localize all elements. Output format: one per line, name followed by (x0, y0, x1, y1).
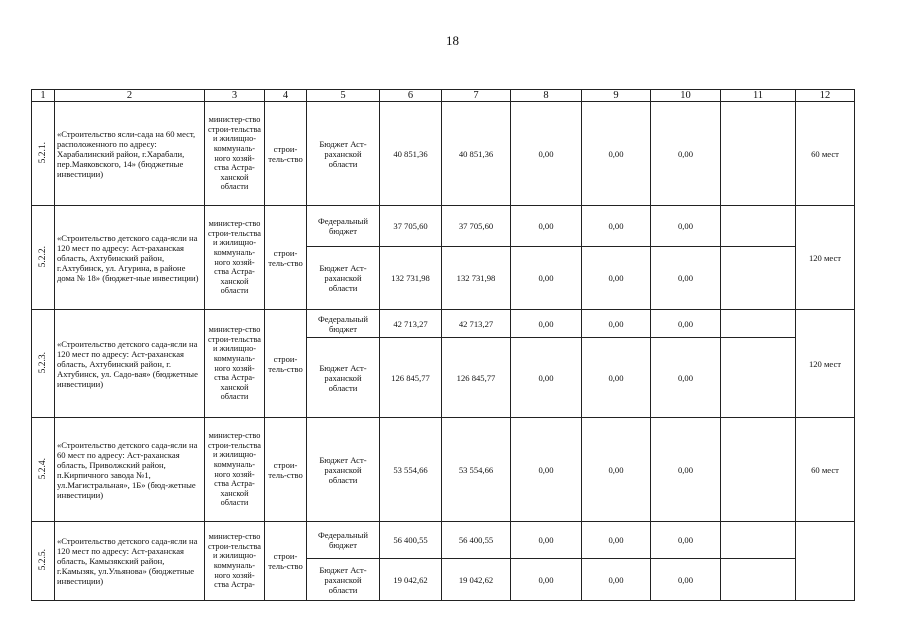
value-col8: 0,00 (511, 338, 582, 418)
value-col9: 0,00 (582, 247, 651, 310)
work-type: строи-тель-ство (265, 418, 307, 522)
value-col11 (721, 247, 796, 310)
table-row (32, 418, 855, 522)
funding-source: Федеральный бюджет (307, 206, 380, 247)
funding-source: Бюджет Аст-раханской области (307, 418, 380, 522)
value-col7: 53 554,66 (442, 418, 511, 522)
value-col8: 0,00 (511, 102, 582, 206)
capacity: 60 мест (796, 418, 855, 522)
value-col7: 42 713,27 (442, 310, 511, 338)
value-col11 (721, 559, 796, 601)
value-col6: 56 400,55 (380, 522, 442, 559)
value-col10: 0,00 (651, 338, 721, 418)
row-code: 5.2.3. (32, 310, 55, 418)
header-cell: 5 (307, 90, 380, 102)
object-name: «Строительство детского сада-ясли на 120 мест по адресу: Аст-раханская область, Ахтубинский район, г.Ахтубинск, ул. Агурина, в районе дома № 18» (бюджет-ные инвестиции) (55, 206, 205, 310)
value-col9: 0,00 (582, 418, 651, 522)
executor: министер-ство строи-тельства и жилищно-коммуналь-ного хозяй-ства Астра-ханской области (205, 102, 265, 206)
value-col10: 0,00 (651, 206, 721, 247)
row-code: 5.2.5. (32, 522, 55, 601)
value-col11 (721, 338, 796, 418)
value-col7: 40 851,36 (442, 102, 511, 206)
value-col6: 19 042,62 (380, 559, 442, 601)
funding-source: Федеральный бюджет (307, 522, 380, 559)
row-code: 5.2.1. (32, 102, 55, 206)
header-cell: 1 (32, 90, 55, 102)
capacity (796, 522, 855, 601)
executor: министер-ство строи-тельства и жилищно-коммуналь-ного хозяй-ства Астра- (205, 522, 265, 601)
header-row (32, 90, 855, 102)
executor: министер-ство строи-тельства и жилищно-коммуналь-ного хозяй-ства Астра-ханской области (205, 310, 265, 418)
value-col9: 0,00 (582, 559, 651, 601)
value-col6: 40 851,36 (380, 102, 442, 206)
value-col10: 0,00 (651, 522, 721, 559)
value-col10: 0,00 (651, 310, 721, 338)
funding-source: Бюджет Аст-раханской области (307, 338, 380, 418)
object-name: «Строительство детского сада-ясли на 120 мест по адресу: Аст-раханская область, Ахтубинский район, г. Ахтубинск, ул. Садо-вая» (бюджетные инвестиции) (55, 310, 205, 418)
value-col11 (721, 418, 796, 522)
value-col8: 0,00 (511, 522, 582, 559)
value-col11 (721, 102, 796, 206)
value-col8: 0,00 (511, 247, 582, 310)
value-col8: 0,00 (511, 559, 582, 601)
capacity: 120 мест (796, 310, 855, 418)
value-col7: 37 705,60 (442, 206, 511, 247)
header-cell: 2 (55, 90, 205, 102)
value-col6: 42 713,27 (380, 310, 442, 338)
value-col10: 0,00 (651, 247, 721, 310)
capacity: 120 мест (796, 206, 855, 310)
page-number: 18 (446, 33, 459, 48)
executor: министер-ство строи-тельства и жилищно-коммуналь-ного хозяй-ства Астра-ханской области (205, 206, 265, 310)
value-col7: 56 400,55 (442, 522, 511, 559)
value-col11 (721, 310, 796, 338)
value-col9: 0,00 (582, 102, 651, 206)
value-col6: 132 731,98 (380, 247, 442, 310)
value-col9: 0,00 (582, 338, 651, 418)
value-col11 (721, 522, 796, 559)
work-type: строи-тель-ство (265, 102, 307, 206)
header-cell: 3 (205, 90, 265, 102)
value-col9: 0,00 (582, 310, 651, 338)
header-cell: 10 (651, 90, 721, 102)
table-row (32, 102, 855, 206)
value-col8: 0,00 (511, 418, 582, 522)
value-col8: 0,00 (511, 206, 582, 247)
funding-source: Бюджет Аст-раханской области (307, 102, 380, 206)
header-cell: 8 (511, 90, 582, 102)
value-col8: 0,00 (511, 310, 582, 338)
header-cell: 12 (796, 90, 855, 102)
work-type: строи-тель-ство (265, 206, 307, 310)
table-row (32, 522, 855, 559)
value-col6: 126 845,77 (380, 338, 442, 418)
value-col6: 53 554,66 (380, 418, 442, 522)
funding-source: Бюджет Аст-раханской области (307, 247, 380, 310)
header-cell: 7 (442, 90, 511, 102)
program-table (31, 89, 855, 601)
work-type: строи-тель-ство (265, 522, 307, 601)
value-col7: 126 845,77 (442, 338, 511, 418)
value-col9: 0,00 (582, 206, 651, 247)
table-row (32, 206, 855, 247)
value-col11 (721, 206, 796, 247)
executor: министер-ство строи-тельства и жилищно-коммуналь-ного хозяй-ства Астра-ханской области (205, 418, 265, 522)
header-cell: 6 (380, 90, 442, 102)
value-col7: 132 731,98 (442, 247, 511, 310)
header-cell: 11 (721, 90, 796, 102)
value-col10: 0,00 (651, 102, 721, 206)
object-name: «Строительство ясли-сада на 60 мест, расположенного по адресу: Харабалинский район, г.Харабали, пер.Маяковского, 14» (бюджетные инвестиции) (55, 102, 205, 206)
value-col6: 37 705,60 (380, 206, 442, 247)
table-row (32, 310, 855, 338)
object-name: «Строительство детского сада-ясли на 120 мест по адресу: Аст-раханская область, Камызякский район, г.Камызяк, ул.Ульянова» (бюджетные инвестиции) (55, 522, 205, 601)
capacity: 60 мест (796, 102, 855, 206)
funding-source: Федеральный бюджет (307, 310, 380, 338)
value-col10: 0,00 (651, 418, 721, 522)
value-col10: 0,00 (651, 559, 721, 601)
value-col7: 19 042,62 (442, 559, 511, 601)
row-code: 5.2.2. (32, 206, 55, 310)
header-cell: 9 (582, 90, 651, 102)
row-code: 5.2.4. (32, 418, 55, 522)
object-name: «Строительство детского сада-ясли на 60 мест по адресу: Аст-раханская область, Приволжский район, п.Кирпичного завода №1, ул.Магистральная», 1Б» (бюд-жетные инвестиции) (55, 418, 205, 522)
work-type: строи-тель-ство (265, 310, 307, 418)
value-col9: 0,00 (582, 522, 651, 559)
header-cell: 4 (265, 90, 307, 102)
funding-source: Бюджет Аст-раханской области (307, 559, 380, 601)
